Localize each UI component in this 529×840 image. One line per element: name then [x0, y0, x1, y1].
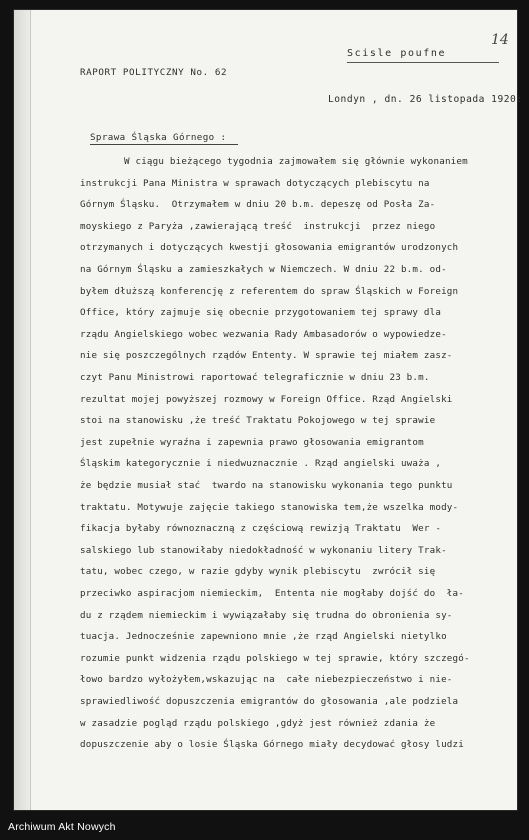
- body-line: otrzymanych i dotyczących kwestji głosowania emigrantów urodzonych: [80, 242, 459, 254]
- body-line: instrukcji Pana Ministra w sprawach dotyczących plebiscytu na: [80, 177, 430, 189]
- body-line: Office, który zajmuje się obecnie przygotowaniem tej sprawy dla: [80, 307, 442, 319]
- subject-underline: [90, 144, 238, 145]
- body-line: rezultat mojej powyższej rozmowy w Foreign Office. Rząd Angielski: [80, 393, 453, 405]
- archive-footer: [0, 812, 529, 840]
- body-line: czyt Panu Ministrowi raportować telegraficznie w dniu 23 b.m.: [80, 372, 430, 383]
- body-line: Śląskim kategorycznie i niedwuznacznie . Rząd angielski uważa ,: [80, 458, 442, 470]
- body-line: byłem dłuższą konferencję z referentem do spraw Śląskich w Foreign: [80, 285, 459, 297]
- page-number: 14: [491, 32, 509, 48]
- body-line: tatu, wobec czego, w razie gdyby wynik plebiscytu zwrócił się: [80, 566, 436, 578]
- body-line: jest zupełnie wyraźna i zapewnia prawo głosowania emigrantom: [80, 436, 424, 448]
- report-date: Londyn , dn. 26 listopada 1920:: [328, 94, 523, 105]
- body-line: rozumie punkt widzenia rządu polskiego w tej sprawie, który szczegó-: [80, 652, 470, 664]
- body-line: stoi na stanowisku ,że treść Traktatu Pokojowego w tej sprawie: [80, 415, 436, 427]
- body-line: przeciwko aspiracjom niemieckim, Ententa nie mogłaby dojść do ła-: [80, 588, 464, 599]
- status-underline: [347, 62, 499, 63]
- body-line: tuacja. Jednocześnie zapewniono mnie ,że rząd Angielski nietylko: [80, 631, 447, 643]
- body-line: dopuszczenie aby o losie Śląska Górnego miały decydować głosy ludzi: [80, 739, 464, 751]
- body-line: du z rządem niemieckim i wywiązałaby się trudna do obronienia sy-: [80, 609, 453, 621]
- typed-report: [14, 10, 523, 810]
- body-line: rządu Angielskiego wobec wezwania Rady Ambasadorów o wypowiedze-: [80, 328, 447, 340]
- subject-heading: Sprawa Śląska Górnego :: [90, 132, 227, 143]
- confidentiality-status: Scisle poufne: [347, 48, 447, 59]
- body-line: moyskiego z Paryża ,zawierającą treść instrukcji przez niego: [80, 220, 436, 232]
- body-line: Górnym Śląsku. Otrzymałem w dniu 20 b.m. depeszę od Posła Za-: [80, 199, 436, 211]
- body-line: traktatu. Motywuje zajęcie takiego stanowiska tem,że wszelka mody-: [80, 501, 459, 513]
- body-line: W ciągu bieżącego tygodnia zajmowałem się głównie wykonaniem: [124, 156, 468, 167]
- body-line: fikacja byłaby równoznaczną z częściową rewizją Traktatu Wer -: [80, 523, 442, 535]
- body-line: nie się poszczególnych rządów Ententy. W sprawie tej miałem zasz-: [80, 350, 453, 362]
- body-line: w zasadzie pogląd rządu polskiego ,gdyż jest również zdania że: [80, 717, 436, 729]
- body-line: salskiego lub stanowiłaby niedokładność w wykonaniu litery Trak-: [80, 544, 447, 556]
- body-line: że będzie musiał stać twardo na stanowisku wykonania tego punktu: [80, 480, 453, 491]
- archive-label: Archiwum Akt Nowych: [8, 821, 116, 833]
- body-line: na Górnym Śląsku a zamieszkałych w Niemczech. W dniu 22 b.m. od-: [80, 264, 447, 275]
- report-title: RAPORT POLITYCZNY No. 62: [80, 67, 228, 78]
- body-line: sprawiedliwość dopuszczenia emigrantów do głosowania ,ale podziela: [80, 696, 459, 707]
- document-page: [14, 10, 523, 810]
- body-line: łowo bardzo wyłożyłem,wskazując na całe niebezpieczeństwo i nie-: [80, 674, 453, 686]
